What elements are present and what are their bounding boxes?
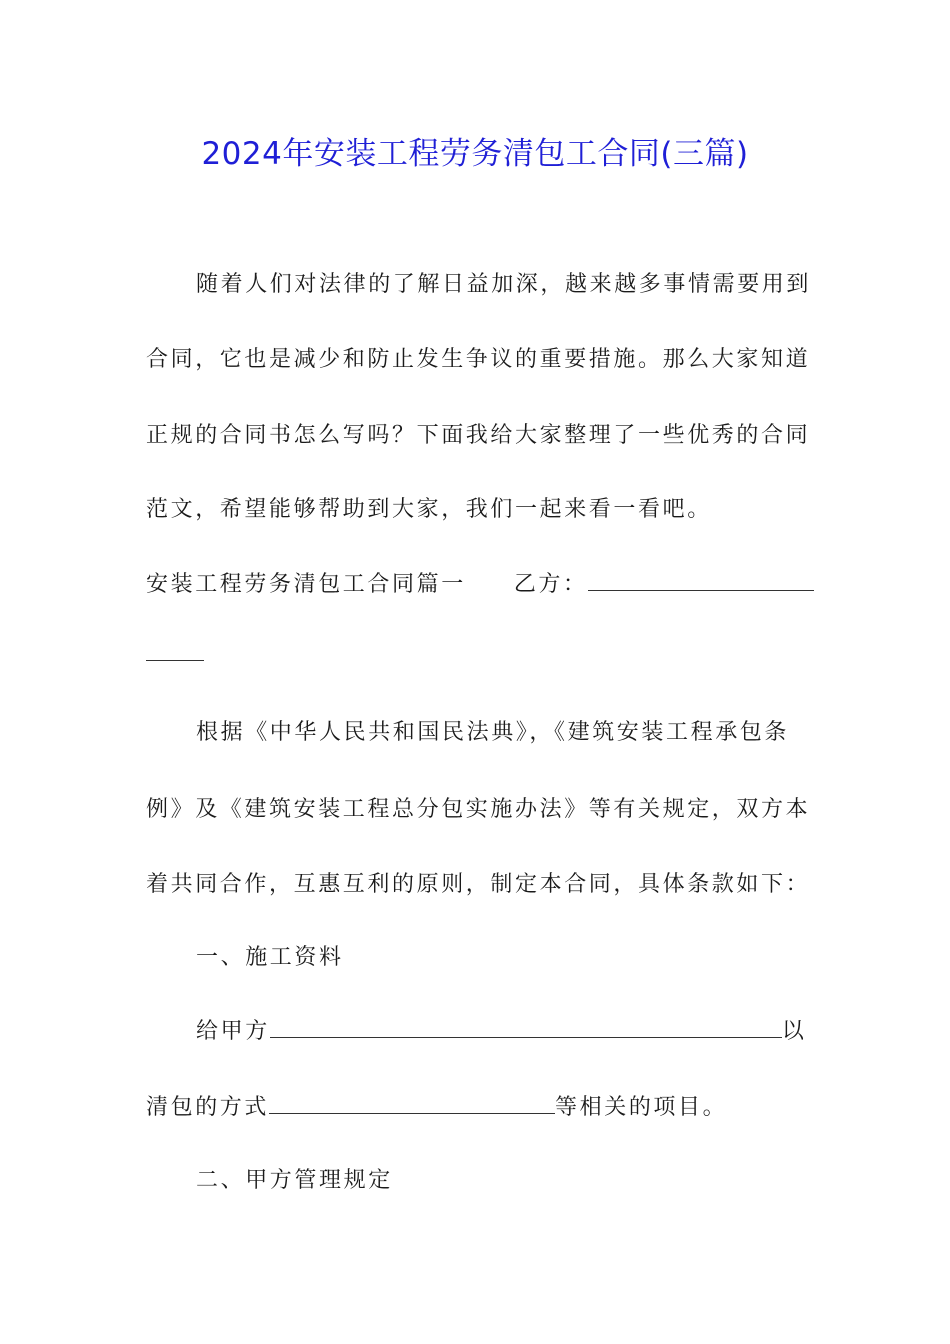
give-party-a-suffix: 以: [781, 1019, 807, 1044]
party-b-blank-continued-row: [146, 640, 806, 670]
intro-line-1: 随着人们对法律的了解日益加深，越来越多事情需要用到: [196, 272, 812, 297]
contract-method-blank: [269, 1093, 555, 1114]
intro-line-4: 范文，希望能够帮助到大家，我们一起来看一看吧。: [146, 497, 712, 522]
contract-method-label: 清包的方式: [146, 1095, 270, 1120]
contract-method-row: [146, 1093, 806, 1123]
give-party-a-blank: [270, 1017, 782, 1038]
heading-one-row: [146, 570, 806, 600]
give-party-a-row: [146, 1017, 806, 1047]
intro-line-3: 正规的合同书怎么写吗？下面我给大家整理了一些优秀的合同: [146, 423, 811, 448]
basis-line-3: 着共同合作，互惠互利的原则，制定本合同，具体条款如下：: [146, 872, 811, 897]
document-title: 2024年安装工程劳务清包工合同(三篇): [201, 136, 749, 172]
party-b-blank-continued: [146, 640, 204, 661]
intro-line-2: 合同，它也是减少和防止发生争议的重要措施。那么大家知道: [146, 347, 811, 372]
section-two-heading: 二、甲方管理规定: [196, 1168, 393, 1193]
section-one-heading: 一、施工资料: [196, 945, 344, 970]
basis-line-1: 根据《中华人民共和国民法典》，《建筑安装工程承包条: [196, 720, 790, 745]
party-b-label: 乙方：: [513, 572, 588, 597]
contract-method-suffix: 等相关的项目。: [555, 1095, 728, 1120]
basis-line-2: 例》及《建筑安装工程总分包实施办法》等有关规定，双方本: [146, 797, 811, 822]
heading-one: 安装工程劳务清包工合同篇一: [146, 572, 466, 597]
give-party-a-label: 给甲方: [196, 1019, 270, 1044]
party-b-blank: [588, 570, 814, 591]
